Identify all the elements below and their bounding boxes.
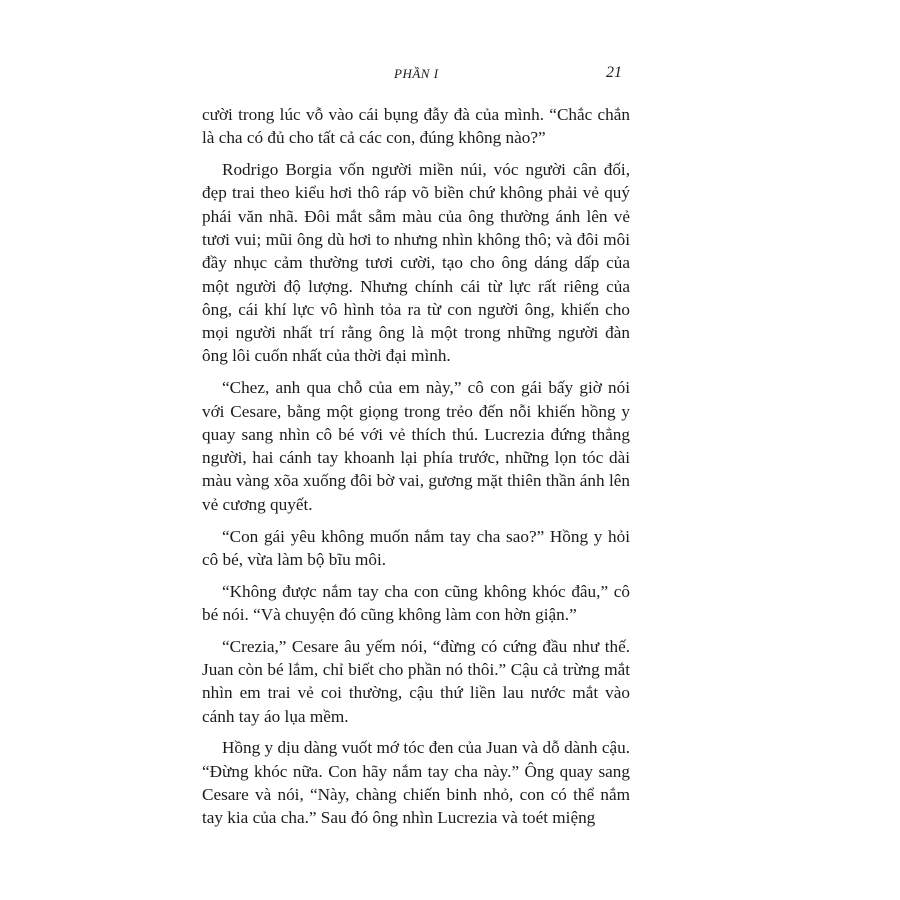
paragraph-lucrezia-replies: “Không được nắm tay cha con cũng không khóc đâu,” cô bé nói. “Và chuyện đó cũng không làm con hờn giận.” xyxy=(202,581,630,624)
section-title: PHẦN I xyxy=(394,66,439,81)
paragraph-cardinal-comforts: Hồng y dịu dàng vuốt mớ tóc đen của Juan và dỗ dành cậu. “Đừng khóc nữa. Con hãy nắm tay cha này.” Ông quay sang Cesare và nói, “Này, chàng chiến binh nhỏ, con có thể nắm tay kia của cha.” Sau đó ông nhìn Lucrezia và toét miệng xyxy=(202,738,630,828)
page-number: 21 xyxy=(606,64,622,81)
paragraph-lucrezia-speaks: “Chez, anh qua chỗ của em này,” cô con gái bấy giờ nói với Cesare, bằng một giọng trong trẻo đến nỗi khiến hồng y quay sang nhìn cô bé với vẻ thích thú. Lucrezia đứng thẳng người, hai cánh tay khoanh lại phía trước, những lọn tóc dài màu vàng xõa xuống đôi bờ vai, gương mặt thiên thần ánh lên vẻ cương quyết. xyxy=(202,378,630,514)
paragraph-description: Rodrigo Borgia vốn người miền núi, vóc người cân đối, đẹp trai theo kiểu hơi thô ráp võ biền chứ không phải vẻ quý phái văn nhã. Đôi mắt sẫm màu của ông thường ánh lên vẻ tươi vui; mũi ông dù hơi to nhưng nhìn không thô; và đôi môi đầy nhục cảm thường tươi cười, tạo cho ông dáng dấp của một người độ lượng. Nhưng chính cái từ lực rất riêng của ông, cái khí lực vô hình tỏa ra từ con người ông, khiến cho mọi người nhất trí rằng ông là một trong những người đàn ông lôi cuốn nhất của thời đại mình. xyxy=(202,160,630,366)
running-header xyxy=(0,64,900,88)
paragraph-cesare-speaks: “Crezia,” Cesare âu yếm nói, “đừng có cứng đầu như thế. Juan còn bé lắm, chỉ biết cho phần nó thôi.” Cậu cả trừng mắt nhìn em trai vẻ coi thường, cậu thứ liền lau nước mắt vào cánh tay áo lụa mềm. xyxy=(202,636,630,726)
paragraph-cardinal-asks: “Con gái yêu không muốn nắm tay cha sao?” Hồng y hỏi cô bé, vừa làm bộ bĩu môi. xyxy=(202,526,630,569)
body-text xyxy=(202,103,630,838)
paragraph-continued: cười trong lúc vỗ vào cái bụng đẫy đà của mình. “Chắc chắn là cha có đủ cho tất cả các con, đúng không nào?” xyxy=(202,105,630,148)
